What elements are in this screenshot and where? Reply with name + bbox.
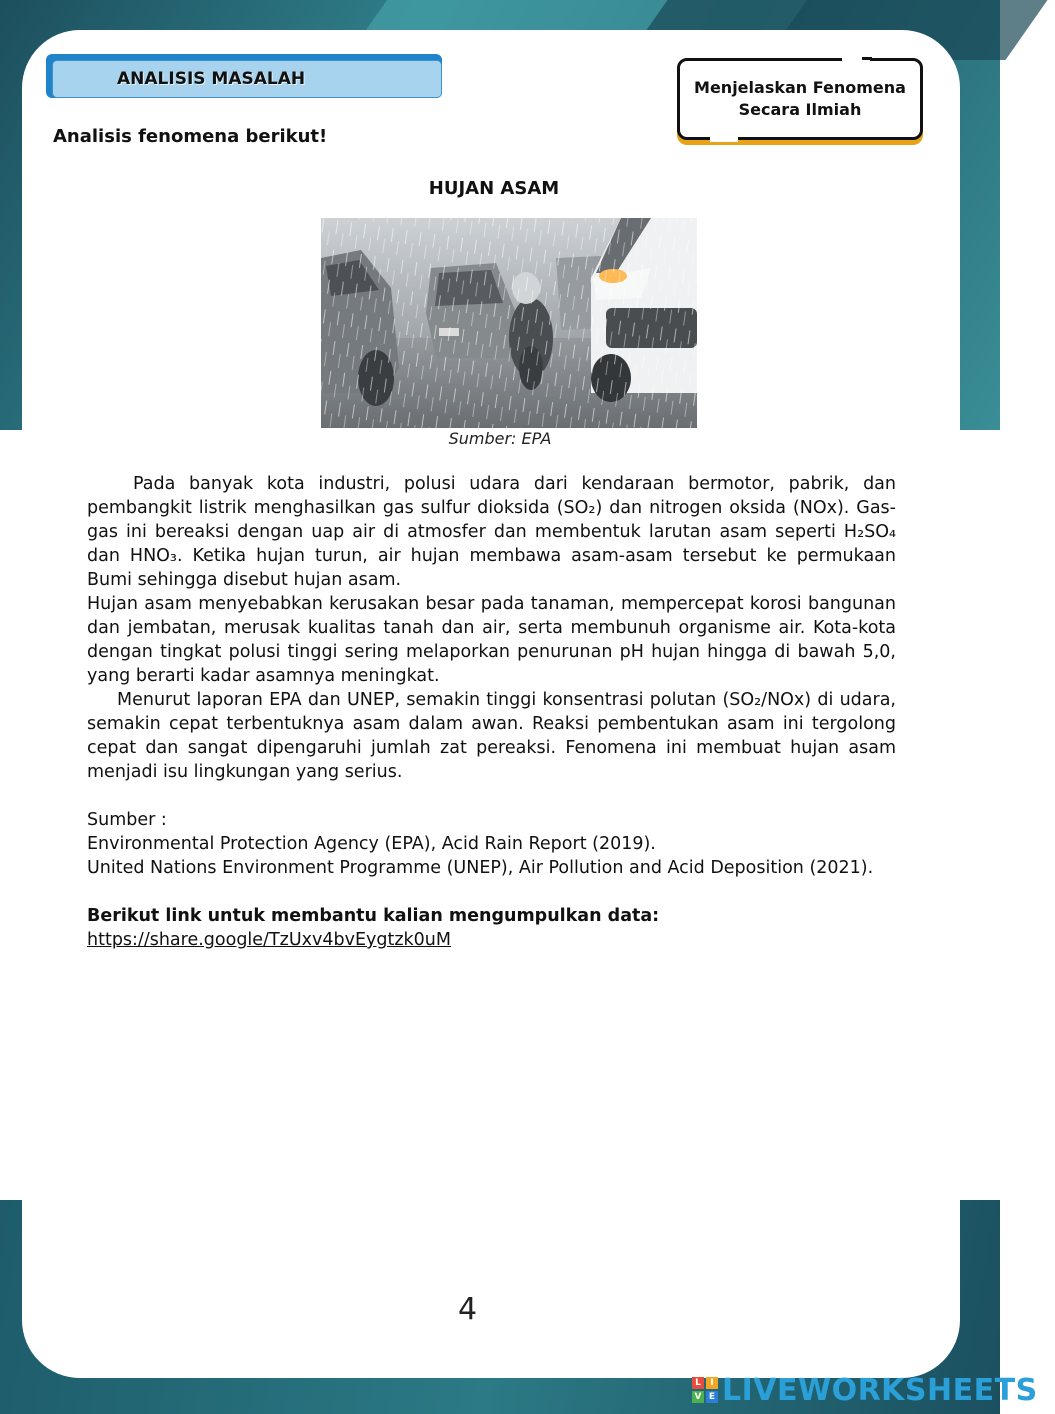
source-item: United Nations Environment Programme (UNEP), Air Pollution and Acid Deposition (2021). — [87, 858, 874, 878]
logo-letter: V — [692, 1391, 704, 1403]
liveworksheets-brand — [692, 1374, 1038, 1406]
data-collection-link[interactable]: https://share.google/TzUxv4bvEygtzk0uM — [87, 930, 451, 950]
skill-box — [677, 58, 923, 140]
skill-box-notch — [710, 134, 738, 142]
paragraph-3: Menurut laporan EPA dan UNEP, semakin tinggi konsentrasi polutan (SO₂/NOx) di udara, semakin cepat terbentuknya asam dalam awan. Reaksi pembentukan asam ini tergolong cepat dan sangat dipengaruhi jumlah zat pereaksi. Fenomena ini membuat hujan asam menjadi isu lingkungan yang serius. — [87, 690, 896, 782]
logo-letter: I — [706, 1377, 718, 1389]
link-section-title: Berikut link untuk membantu kalian mengumpulkan data: — [87, 906, 660, 926]
page-number: 4 — [457, 1292, 478, 1327]
spacer — [87, 784, 896, 808]
skill-label-line2: Secara Ilmiah — [738, 100, 862, 119]
brand-name: LIVEWORKSHEETS — [722, 1372, 1038, 1408]
paragraph-1: Pada banyak kota industri, polusi udara dari kendaraan bermotor, pabrik, dan pembangkit listrik menghasilkan gas sulfur dioksida (SO₂) dan nitrogen oksida (NOx). Gas-gas ini bereaksi dengan uap air di atmosfer dan membentuk larutan asam seperti H₂SO₄ dan HNO₃. Ketika hujan turun, air hujan membawa asam-asam tersebut ke permukaan Bumi sehingga disebut hujan asam. — [87, 474, 896, 590]
logo-letter: L — [692, 1377, 704, 1389]
paragraph-2: Hujan asam menyebabkan kerusakan besar pada tanaman, mempercepat korosi bangunan dan jembatan, merusak kualitas tanah dan air, serta membunuh organisme air. Kota-kota dengan tingkat polusi tinggi sering melaporkan penurunan pH hujan hingga di bawah 5,0, yang berarti kadar asamnya meningkat. — [87, 594, 896, 686]
section-label: ANALISIS MASALAH — [117, 69, 306, 89]
article-title: HUJAN ASAM — [428, 178, 560, 199]
article-body — [87, 472, 896, 952]
spacer — [87, 880, 896, 904]
acid-rain-photo — [321, 218, 697, 428]
image-caption: Sumber: EPA — [448, 429, 552, 448]
skill-box-dash — [862, 57, 872, 60]
skill-label-line1: Menjelaskan Fenomena — [694, 78, 906, 97]
rain-traffic-image — [321, 218, 697, 428]
section-tab — [52, 60, 442, 98]
source-item: Environmental Protection Agency (EPA), Acid Rain Report (2019). — [87, 834, 656, 854]
instruction-text: Analisis fenomena berikut! — [53, 126, 328, 147]
liveworksheets-logo-icon — [692, 1377, 718, 1403]
sources-label: Sumber : — [87, 810, 167, 830]
logo-letter: E — [706, 1391, 718, 1403]
